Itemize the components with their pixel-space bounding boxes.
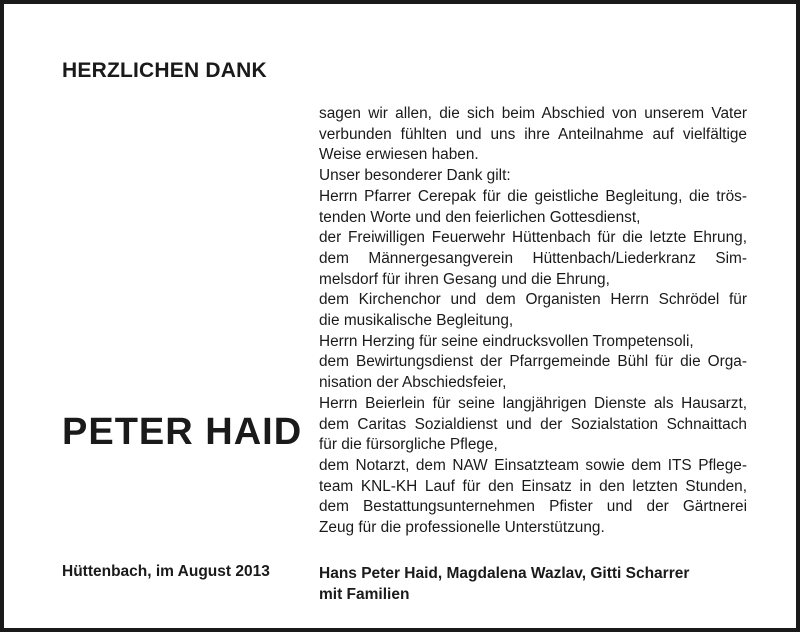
- thank-you-line: verbunden fühlten und uns ihre Anteilnahme auf vielfältige: [319, 125, 747, 143]
- thank-you-line: sagen wir allen, die sich beim Abschied von unserem Vater: [319, 105, 747, 122]
- thank-you-line: melsdorf für ihren Gesang und die Ehrung,: [319, 270, 610, 288]
- thank-you-line: tenden Worte und den feierlichen Gottesdienst,: [319, 208, 641, 226]
- thank-you-line: Zeug für die professionelle Unterstützung.: [319, 519, 605, 537]
- notice-heading: HERZLICHEN DANK: [62, 59, 267, 82]
- thank-you-line: die musikalische Begleitung,: [319, 312, 514, 330]
- deceased-name: PETER HAID: [62, 411, 303, 453]
- thank-you-line: dem Caritas Sozialdienst und der Sozialstation Schnaittach: [319, 415, 747, 433]
- thank-you-line: Weise erwiesen haben.: [319, 146, 479, 164]
- thank-you-line: team KNL-KH Lauf für den Einsatz in den letzten Stunden,: [319, 477, 747, 495]
- thank-you-line: dem Bewirtungsdienst der Pfarrgemeinde Bühl für die Orga-: [319, 353, 747, 371]
- thank-you-line: dem Männergesangverein Hüttenbach/Liederkranz Sim-: [319, 249, 747, 267]
- thank-you-line: Herrn Pfarrer Cerepak für die geistliche Begleitung, die trös-: [319, 187, 747, 205]
- thank-you-line: für die fürsorgliche Pflege,: [319, 436, 498, 454]
- signature: [319, 563, 689, 605]
- thank-you-line: nisation der Abschiedsfeier,: [319, 374, 507, 392]
- signature-families: mit Familien: [319, 586, 410, 603]
- thank-you-line: dem Notarzt, dem NAW Einsatzteam sowie dem ITS Pflege-: [319, 456, 747, 474]
- thank-you-line: der Freiwilligen Feuerwehr Hüttenbach für die letzte Ehrung,: [319, 229, 747, 247]
- thank-you-line: dem Kirchenchor und dem Organisten Herrn Schrödel für: [319, 291, 747, 309]
- thank-you-line: Unser besonderer Dank gilt:: [319, 167, 511, 185]
- signature-names: Hans Peter Haid, Magdalena Wazlav, Gitti Scharrer: [319, 565, 690, 582]
- place-date: Hüttenbach, im August 2013: [62, 563, 270, 580]
- thank-you-line: dem Bestattungsunternehmen Pfister und der Gärtnerei: [319, 498, 747, 516]
- thank-you-text: [319, 104, 747, 539]
- thank-you-line: Herrn Beierlein für seine langjährigen Dienste als Hausarzt,: [319, 394, 747, 412]
- thank-you-line: Herrn Herzing für seine eindrucksvollen Trompetensoli,: [319, 332, 694, 350]
